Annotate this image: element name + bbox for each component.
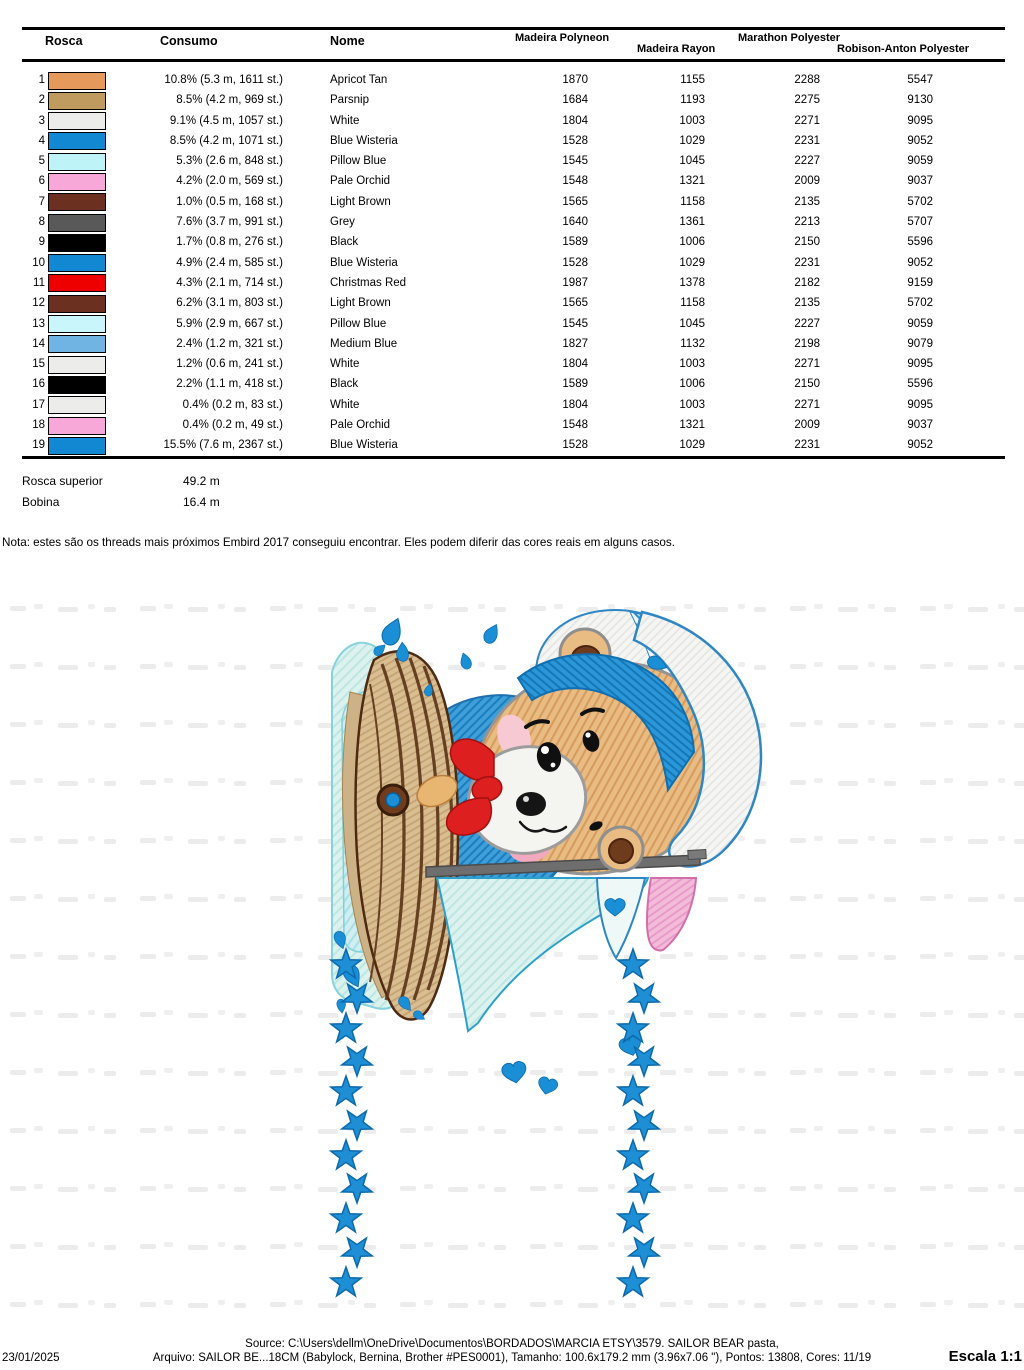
row-rayon-code: 1003: [679, 398, 705, 411]
row-consumo: 7.6% (3.7 m, 991 st.): [176, 216, 283, 229]
row-thread-name: Apricot Tan: [330, 74, 388, 86]
row-marathon-code: 2231: [794, 439, 820, 452]
col-header-nome: Nome: [330, 34, 365, 48]
row-number: 9: [38, 236, 45, 249]
row-polyneon-code: 1827: [562, 337, 588, 350]
row-consumo: 9.1% (4.5 m, 1057 st.): [169, 114, 283, 127]
row-rayon-code: 1029: [679, 439, 705, 452]
col-header-madeira-polyneon: Madeira Polyneon: [515, 32, 610, 44]
row-number: 10: [32, 256, 45, 269]
row-polyneon-code: 1565: [562, 195, 588, 208]
row-consumo: 2.2% (1.1 m, 418 st.): [176, 378, 283, 391]
row-robison-code: 9037: [907, 419, 933, 432]
row-rayon-code: 1029: [679, 134, 705, 147]
threads-note: Nota: estes são os threads mais próximos Embird 2017 conseguiu encontrar. Eles podem diferir das cores reais em alguns casos.: [2, 536, 676, 549]
row-thread-name: Blue Wisteria: [330, 256, 398, 269]
col-header-madeira-rayon: Madeira Rayon: [637, 43, 716, 55]
footer-source-path: Source: C:\Users\dellm\OneDrive\Documentos\BORDADOS\MARCIA ETSY\3579. SAILOR BEAR pasta,: [245, 1338, 779, 1350]
row-thread-name: Pale Orchid: [330, 419, 391, 432]
row-number: 5: [38, 155, 45, 168]
row-thread-name: Pillow Blue: [330, 317, 387, 330]
row-robison-code: 9052: [907, 256, 933, 269]
footer-date: 23/01/2025: [2, 1352, 60, 1364]
row-robison-code: 5707: [907, 216, 933, 229]
row-rayon-code: 1006: [679, 236, 705, 249]
row-number: 1: [38, 74, 45, 86]
row-thread-name: Blue Wisteria: [330, 134, 398, 147]
row-marathon-code: 2227: [794, 155, 820, 168]
bobina-value: 16.4 m: [183, 495, 220, 509]
row-thread-name: Black: [330, 236, 359, 249]
row-number: 13: [32, 317, 45, 330]
row-consumo: 5.3% (2.6 m, 848 st.): [176, 155, 283, 168]
row-polyneon-code: 1589: [562, 236, 588, 249]
row-polyneon-code: 1528: [562, 134, 588, 147]
row-robison-code: 5547: [907, 74, 933, 86]
row-robison-code: 9095: [907, 358, 933, 371]
row-thread-name: Pale Orchid: [330, 175, 391, 188]
row-robison-code: 9095: [907, 398, 933, 411]
row-marathon-code: 2198: [794, 337, 820, 350]
row-consumo: 0.4% (0.2 m, 83 st.): [182, 398, 283, 411]
col-header-rosca: Rosca: [45, 34, 83, 48]
row-consumo: 1.2% (0.6 m, 241 st.): [176, 358, 283, 371]
row-rayon-code: 1045: [679, 317, 705, 330]
row-rayon-code: 1321: [679, 419, 705, 432]
row-number: 17: [32, 398, 45, 411]
row-rayon-code: 1361: [679, 216, 705, 229]
row-marathon-code: 2275: [794, 94, 820, 107]
row-thread-name: White: [330, 114, 360, 127]
row-number: 8: [38, 216, 45, 229]
row-marathon-code: 2271: [794, 398, 820, 411]
row-rayon-code: 1155: [680, 74, 705, 86]
row-thread-name: Christmas Red: [330, 276, 407, 289]
row-thread-name: Pillow Blue: [330, 155, 387, 168]
row-thread-name: Grey: [330, 216, 355, 229]
row-rayon-code: 1158: [680, 195, 705, 208]
rosca-superior-label: Rosca superior: [22, 474, 103, 488]
row-polyneon-code: 1545: [562, 317, 588, 330]
row-robison-code: 9059: [907, 317, 933, 330]
row-robison-code: 5596: [907, 236, 933, 249]
row-marathon-code: 2271: [794, 114, 820, 127]
bear-ear: [599, 827, 643, 871]
row-consumo: 1.0% (0.5 m, 168 st.): [176, 195, 283, 208]
row-consumo: 10.8% (5.3 m, 1611 st.): [164, 74, 283, 86]
row-marathon-code: 2150: [794, 236, 820, 249]
row-number: 3: [38, 114, 45, 127]
row-marathon-code: 2227: [794, 317, 820, 330]
row-marathon-code: 2231: [794, 256, 820, 269]
row-number: 12: [32, 297, 45, 310]
row-rayon-code: 1132: [680, 337, 705, 350]
row-polyneon-code: 1987: [562, 276, 588, 289]
row-thread-name: Blue Wisteria: [330, 439, 398, 452]
col-header-marathon: Marathon Polyester: [738, 32, 841, 44]
row-consumo: 4.2% (2.0 m, 569 st.): [176, 175, 283, 188]
row-robison-code: 9037: [907, 175, 933, 188]
row-marathon-code: 2009: [794, 419, 820, 432]
row-robison-code: 9095: [907, 114, 933, 127]
row-polyneon-code: 1870: [562, 74, 588, 86]
row-consumo: 6.2% (3.1 m, 803 st.): [176, 297, 283, 310]
footer-file-info: Arquivo: SAILOR BE...18CM (Babylock, Bernina, Brother #PES0001), Tamanho: 100.6x179.2 mm (3.96x7.06 "), Pontos: 13808, Cores: 11/19: [152, 1352, 872, 1364]
row-polyneon-code: 1548: [562, 419, 588, 432]
row-rayon-code: 1378: [679, 276, 705, 289]
row-thread-name: Light Brown: [330, 297, 391, 310]
row-consumo: 5.9% (2.9 m, 667 st.): [176, 317, 283, 330]
row-robison-code: 9159: [907, 276, 933, 289]
row-marathon-code: 2288: [794, 74, 820, 86]
rosca-superior-value: 49.2 m: [183, 474, 220, 488]
row-consumo: 2.4% (1.2 m, 321 st.): [176, 337, 283, 350]
row-polyneon-code: 1804: [562, 114, 588, 127]
row-rayon-code: 1321: [679, 175, 705, 188]
row-rayon-code: 1193: [680, 94, 705, 107]
row-polyneon-code: 1528: [562, 439, 588, 452]
row-number: 19: [32, 439, 45, 452]
row-number: 11: [33, 276, 45, 289]
row-polyneon-code: 1545: [562, 155, 588, 168]
row-polyneon-code: 1684: [562, 94, 588, 107]
row-polyneon-code: 1640: [562, 216, 588, 229]
row-polyneon-code: 1804: [562, 398, 588, 411]
col-header-consumo: Consumo: [160, 34, 218, 48]
row-rayon-code: 1003: [679, 114, 705, 127]
row-thread-name: Black: [330, 378, 359, 391]
row-thread-name: White: [330, 358, 360, 371]
row-robison-code: 9130: [907, 94, 933, 107]
bobina-label: Bobina: [22, 495, 60, 509]
row-marathon-code: 2135: [794, 195, 820, 208]
row-consumo: 1.7% (0.8 m, 276 st.): [176, 236, 283, 249]
row-number: 2: [38, 94, 45, 107]
row-polyneon-code: 1528: [562, 256, 588, 269]
row-polyneon-code: 1565: [562, 297, 588, 310]
row-consumo: 4.3% (2.1 m, 714 st.): [176, 276, 283, 289]
row-marathon-code: 2150: [794, 378, 820, 391]
row-number: 14: [32, 337, 45, 350]
footer-scale: Escala 1:1: [948, 1348, 1022, 1365]
row-robison-code: 9059: [907, 155, 933, 168]
row-rayon-code: 1045: [679, 155, 705, 168]
row-robison-code: 5596: [907, 378, 933, 391]
row-robison-code: 9079: [907, 337, 933, 350]
row-rayon-code: 1158: [680, 297, 705, 310]
row-robison-code: 9052: [907, 439, 933, 452]
row-consumo: 0.4% (0.2 m, 49 st.): [182, 419, 283, 432]
row-consumo: 15.5% (7.6 m, 2367 st.): [163, 439, 283, 452]
row-thread-name: White: [330, 398, 360, 411]
row-polyneon-code: 1804: [562, 358, 588, 371]
row-robison-code: 5702: [907, 297, 933, 310]
row-robison-code: 5702: [907, 195, 933, 208]
row-consumo: 8.5% (4.2 m, 1071 st.): [169, 134, 283, 147]
row-number: 16: [32, 378, 45, 391]
row-marathon-code: 2135: [794, 297, 820, 310]
row-thread-name: Light Brown: [330, 195, 391, 208]
row-rayon-code: 1003: [679, 358, 705, 371]
row-number: 15: [32, 358, 45, 371]
row-marathon-code: 2213: [794, 216, 820, 229]
row-marathon-code: 2231: [794, 134, 820, 147]
row-polyneon-code: 1548: [562, 175, 588, 188]
nose: [516, 792, 546, 816]
row-marathon-code: 2182: [794, 276, 820, 289]
row-number: 18: [32, 419, 45, 432]
col-header-robison-anton: Robison-Anton Polyester: [837, 43, 970, 55]
row-marathon-code: 2009: [794, 175, 820, 188]
row-marathon-code: 2271: [794, 358, 820, 371]
row-thread-name: Medium Blue: [330, 337, 398, 350]
row-number: 7: [38, 195, 45, 208]
row-robison-code: 9052: [907, 134, 933, 147]
row-consumo: 8.5% (4.2 m, 969 st.): [176, 94, 283, 107]
row-number: 6: [38, 175, 45, 188]
row-rayon-code: 1029: [679, 256, 705, 269]
row-polyneon-code: 1589: [562, 378, 588, 391]
row-rayon-code: 1006: [679, 378, 705, 391]
row-thread-name: Parsnip: [330, 94, 369, 107]
row-number: 4: [38, 134, 45, 147]
row-consumo: 4.9% (2.4 m, 585 st.): [176, 256, 283, 269]
